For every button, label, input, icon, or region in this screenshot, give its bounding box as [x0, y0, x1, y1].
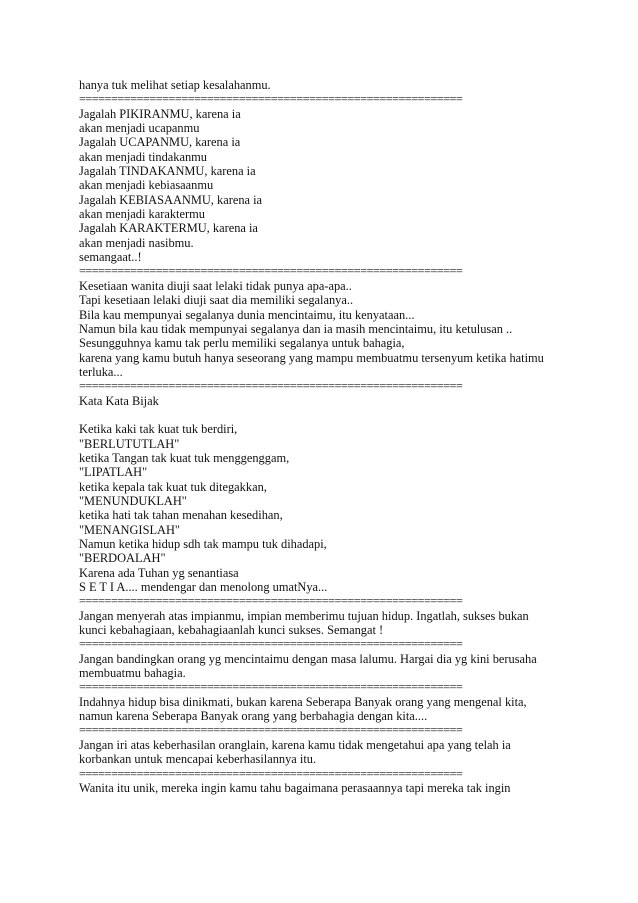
text-line: akan menjadi nasibmu.: [79, 235, 194, 250]
text-line: ketika kepala tak kuat tuk ditegakkan,: [79, 479, 267, 494]
text-line: kunci kebahagiaan, kebahagiaanlah kunci sukses. Semangat !: [79, 623, 384, 638]
separator-line: ============================================================: [79, 92, 463, 107]
text-line: Sesungguhnya kamu tak perlu memiliki segalanya untuk bahagia,: [79, 336, 405, 351]
text-line: membuatmu bahagia.: [79, 666, 186, 681]
text-line: Ketika kaki tak kuat tuk berdiri,: [79, 422, 238, 437]
separator-line: ============================================================: [79, 637, 463, 652]
text-line: Jangan menyerah atas impianmu, impian memberimu tujuan hidup. Ingatlah, sukses bukan: [79, 608, 529, 623]
text-line: Jagalah TINDAKANMU, karena ia: [79, 164, 256, 179]
text-line: karena yang kamu butuh hanya seseorang yang mampu membuatmu tersenyum ketika hatimu: [79, 350, 544, 365]
text-line: akan menjadi ucapanmu: [79, 121, 200, 136]
text-line: "BERLUTUTLAH": [79, 436, 180, 451]
text-line: Tapi kesetiaan lelaki diuji saat dia memiliki segalanya..: [79, 293, 354, 308]
text-line: korbankan untuk mencapai keberhasilannya itu.: [79, 752, 317, 767]
text-line: Bila kau mempunyai segalanya dunia mencintaimu, itu kenyataan...: [79, 307, 415, 322]
text-line: Namun ketika hidup sdh tak mampu tuk dihadapi,: [79, 537, 327, 551]
text-line: Jagalah KEBIASAANMU, karena ia: [79, 192, 263, 207]
text-line: ketika Tangan tak kuat tuk menggenggam,: [79, 450, 290, 465]
text-line: Wanita itu unik, mereka ingin kamu tahu bagaimana perasaannya tapi mereka tak ingin: [79, 780, 511, 795]
text-line: hanya tuk melihat setiap kesalahanmu.: [79, 78, 271, 92]
text-line: "BERDOALAH": [79, 551, 166, 566]
text-line: "LIPATLAH": [79, 465, 148, 480]
text-line: namun karena Seberapa Banyak orang yang berbahagia dengan kita....: [79, 709, 428, 724]
text-line: Jangan iri atas keberhasilan oranglain, karena kamu tidak mengetahui apa yang telah ia: [79, 737, 511, 752]
separator-line: ============================================================: [79, 723, 463, 738]
separator-line: ============================================================: [79, 766, 463, 781]
text-line: terluka...: [79, 364, 123, 379]
separator-line: ============================================================: [79, 379, 463, 394]
text-line: semangaat..!: [79, 250, 142, 265]
document-body: [79, 78, 579, 795]
text-line: S E T I A.... mendengar dan menolong umatNya...: [79, 580, 328, 595]
text-line: Indahnya hidup bisa dinikmati, bukan karena Seberapa Banyak orang yang mengenal kita,: [79, 694, 527, 709]
blank-line: [79, 408, 579, 422]
text-line: akan menjadi karaktermu: [79, 207, 205, 222]
separator-line: ============================================================: [79, 264, 463, 279]
text-line: Kesetiaan wanita diuji saat lelaki tidak punya apa-apa..: [79, 278, 352, 293]
separator-line: ============================================================: [79, 680, 463, 695]
text-line: "MENUNDUKLAH": [79, 493, 187, 508]
text-line: Namun bila kau tidak mempunyai segalanya dan ia masih mencintaimu, itu ketulusan ..: [79, 321, 513, 336]
text-line: Jagalah PIKIRANMU, karena ia: [79, 106, 241, 121]
text-line: Jagalah UCAPANMU, karena ia: [79, 135, 241, 150]
text-line: Jangan bandingkan orang yg mencintaimu dengan masa lalumu. Hargai dia yg kini berusaha: [79, 651, 537, 666]
section-heading: Kata Kata Bijak: [79, 393, 159, 408]
text-line: akan menjadi tindakanmu: [79, 149, 207, 164]
text-line: Karena ada Tuhan yg senantiasa: [79, 565, 239, 580]
text-line: ketika hati tak tahan menahan kesedihan,: [79, 508, 283, 523]
separator-line: ============================================================: [79, 594, 463, 609]
text-line: "MENANGISLAH": [79, 522, 180, 537]
text-line: Jagalah KARAKTERMU, karena ia: [79, 221, 258, 236]
text-line: akan menjadi kebiasaanmu: [79, 178, 214, 193]
